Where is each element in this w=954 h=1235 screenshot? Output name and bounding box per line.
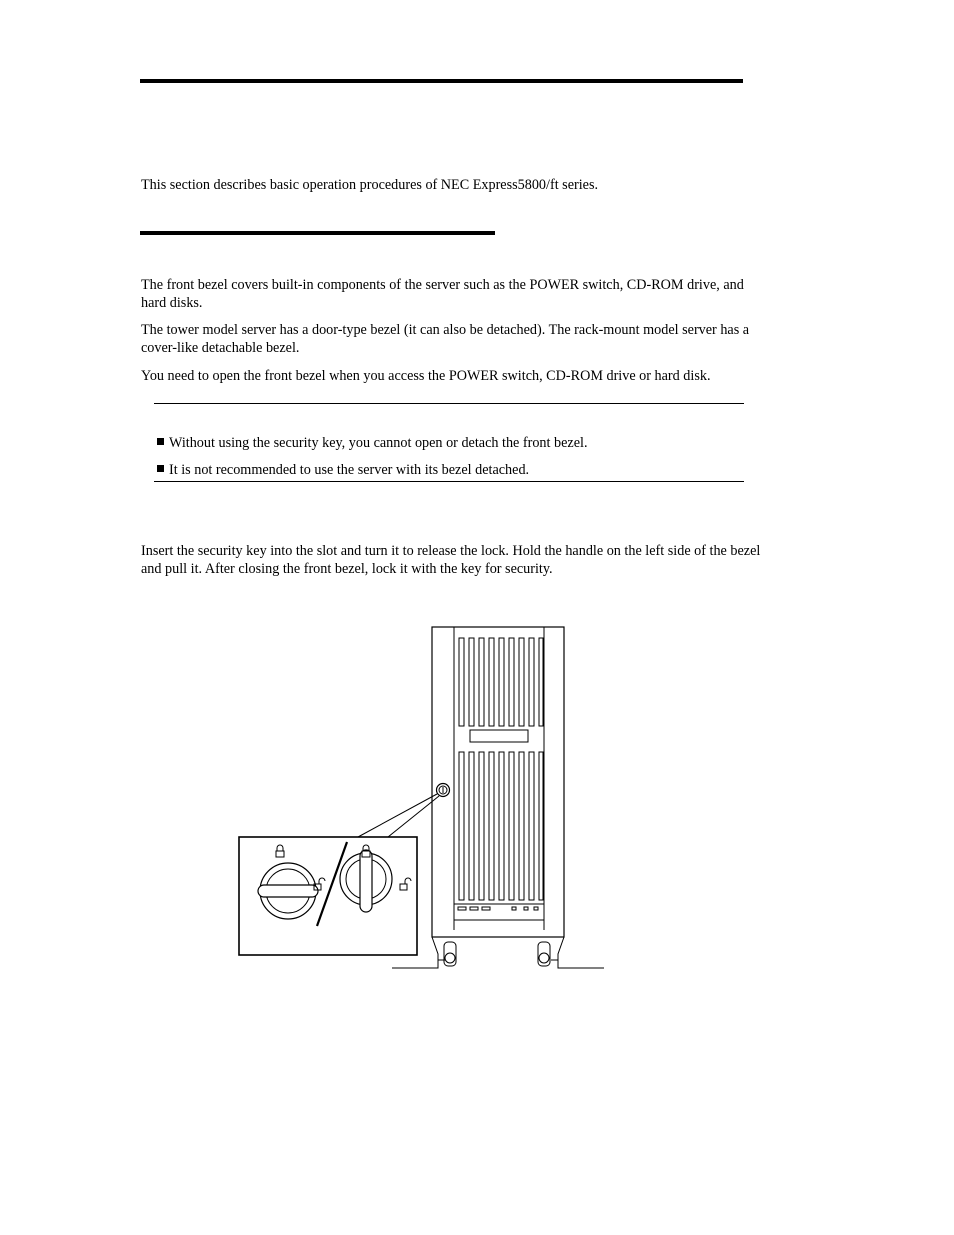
bullet-icon: [157, 465, 164, 472]
procedure-text: Insert the security key into the slot and turn it to release the lock. Hold the handle on the left side of the bezel and pull it. After closing the front bezel, lock it with the key for security.: [141, 543, 761, 577]
intro-text: This section describes basic operation procedures of NEC Express5800/ft series.: [141, 177, 599, 193]
bezel-paragraph-2: The tower model server has a door-type bezel (it can also be detached). The rack-mount model server has a cover-like detachable bezel.: [141, 322, 750, 356]
note-item-1-text: Without using the security key, you cannot open or detach the front bezel.: [169, 435, 588, 451]
section-rule: [140, 231, 495, 235]
note-bottom-rule: [154, 481, 744, 482]
note-top-rule: [154, 403, 744, 404]
note-item-2: [157, 461, 529, 479]
bezel-paragraph-1: The front bezel covers built-in components of the server such as the POWER switch, CD-ROM drive, and hard disks.: [141, 277, 744, 311]
tower-server-figure: [230, 620, 610, 975]
bezel-paragraph-3: You need to open the front bezel when you access the POWER switch, CD-ROM drive or hard disk.: [141, 368, 711, 384]
chapter-rule: [140, 79, 743, 83]
bullet-icon: [157, 438, 164, 445]
note-item-1: [157, 434, 588, 452]
note-item-2-text: It is not recommended to use the server with its bezel detached.: [169, 462, 530, 478]
tower-server-with-lock-detail-icon: [230, 620, 610, 975]
